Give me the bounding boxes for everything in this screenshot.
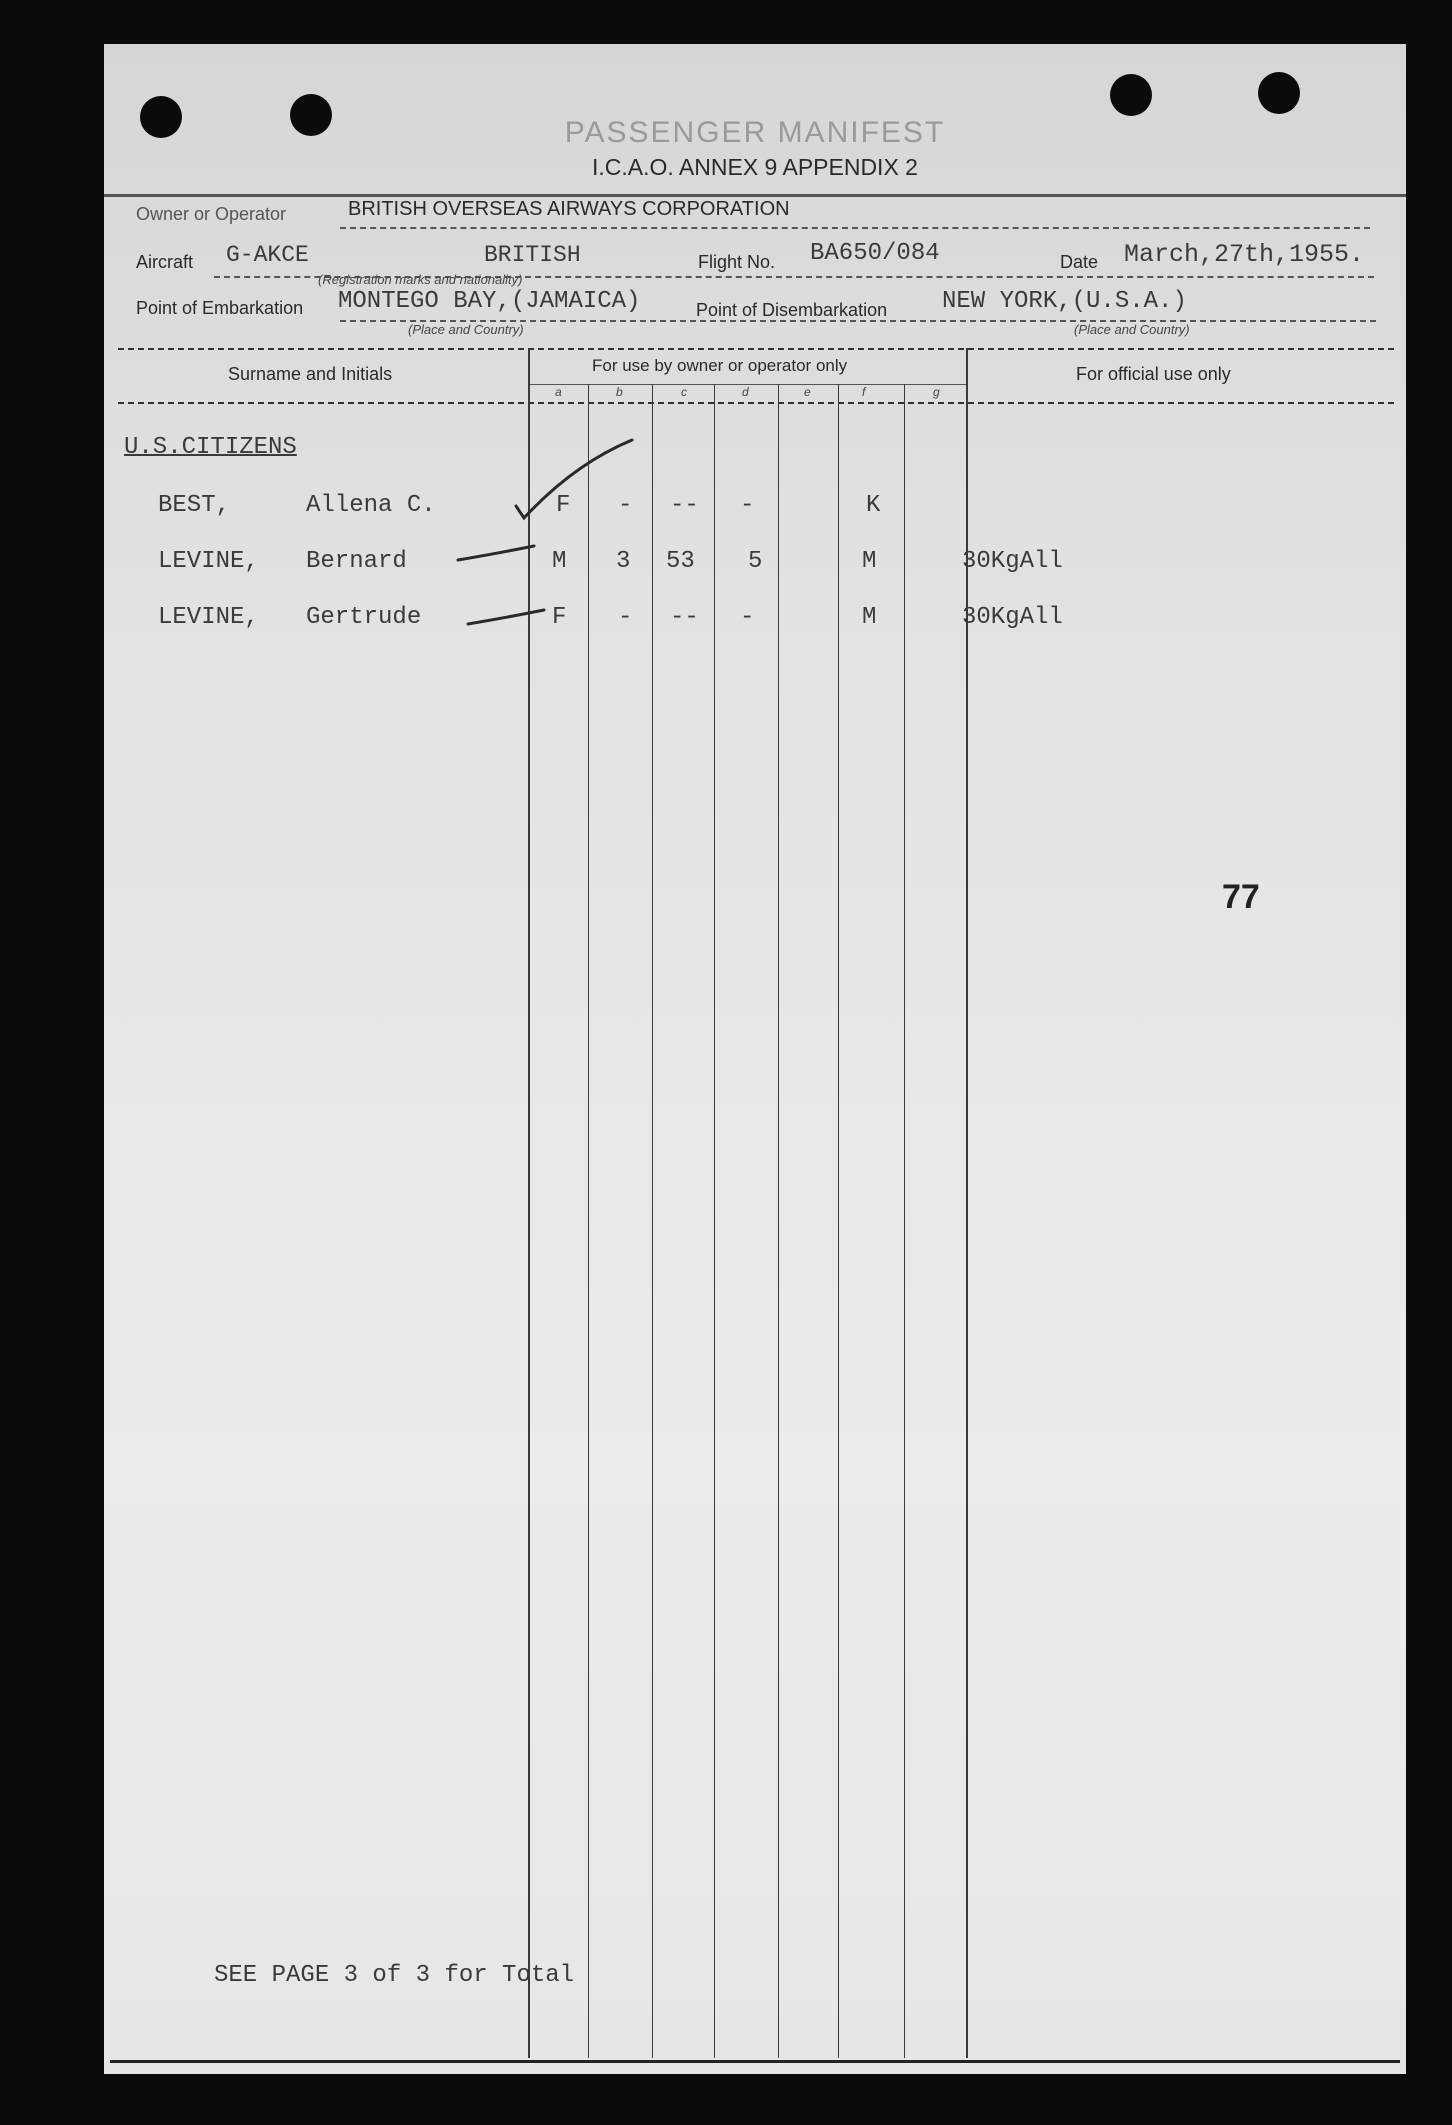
passenger-given-name: Gertrude <box>306 604 422 631</box>
footer-note: SEE PAGE 3 of 3 for Total <box>214 1962 575 1989</box>
cell-f: M <box>862 604 877 631</box>
cell-c: -- <box>670 604 699 631</box>
cell-d: - <box>740 604 755 631</box>
passenger-surname: LEVINE, <box>158 548 259 575</box>
subcol-c: c <box>681 385 687 399</box>
page-number: 77 <box>1222 878 1260 916</box>
col-surname-header: Surname and Initials <box>228 364 393 384</box>
cell-f: K <box>866 492 881 519</box>
aircraft-label: Aircraft <box>136 252 194 272</box>
col-owner-header: For use by owner or operator only <box>592 356 848 375</box>
checkmark-annotations <box>104 44 1406 744</box>
owner-value: BRITISH OVERSEAS AIRWAYS CORPORATION <box>348 198 790 220</box>
subcol-b: b <box>616 385 623 399</box>
bottom-rule <box>110 2060 1400 2063</box>
checkmark-icon <box>516 440 632 518</box>
cell-f: M <box>862 548 877 575</box>
disembark-label: Point of Disembarkation <box>696 300 888 320</box>
flight-label: Flight No. <box>698 252 776 272</box>
disembark-note: (Place and Country) <box>1074 322 1190 337</box>
date-value: March,27th,1955. <box>1124 240 1365 269</box>
cell-b: 3 <box>616 548 631 575</box>
subcol-g: g <box>933 385 940 399</box>
passenger-surname: LEVINE, <box>158 604 259 631</box>
flight-value: BA650/084 <box>810 240 940 267</box>
official-note: 30KgAll <box>962 604 1063 631</box>
cell-d: - <box>740 492 755 519</box>
nationality-value: BRITISH <box>484 242 581 268</box>
embark-value: MONTEGO BAY,(JAMAICA) <box>338 288 641 315</box>
embark-note: (Place and Country) <box>408 322 524 337</box>
col-official-header: For official use only <box>1076 364 1231 384</box>
subcol-e: e <box>804 385 811 399</box>
passenger-given-name: Allena C. <box>306 492 436 519</box>
cell-a: F <box>552 604 567 631</box>
page-subtitle: I.C.A.O. ANNEX 9 APPENDIX 2 <box>592 154 918 180</box>
pen-stroke <box>458 546 534 560</box>
passenger-given-name: Bernard <box>306 548 407 575</box>
registration-note: (Registration marks and nationality) <box>318 272 523 287</box>
subcol-f: f <box>862 385 866 399</box>
embark-label: Point of Embarkation <box>136 298 304 318</box>
manifest-sheet <box>104 44 1406 2074</box>
cell-d: 5 <box>748 548 763 575</box>
subcol-a: a <box>555 385 562 399</box>
subcol-d: d <box>742 385 749 399</box>
disembark-value: NEW YORK,(U.S.A.) <box>942 288 1187 315</box>
official-note: 30KgAll <box>962 548 1063 575</box>
cell-c: 53 <box>666 548 695 575</box>
date-label: Date <box>1060 252 1099 272</box>
section-heading: U.S.CITIZENS <box>124 434 297 461</box>
cell-c: -- <box>670 492 699 519</box>
aircraft-value: G-AKCE <box>226 242 309 268</box>
passenger-surname: BEST, <box>158 492 231 519</box>
owner-label: Owner or Operator <box>136 204 287 224</box>
page-title: PASSENGER MANIFEST <box>564 116 946 149</box>
cell-a: M <box>552 548 567 575</box>
cell-b: - <box>618 492 633 519</box>
pen-stroke <box>468 610 544 624</box>
cell-b: - <box>618 604 633 631</box>
cell-a: F <box>556 492 571 519</box>
